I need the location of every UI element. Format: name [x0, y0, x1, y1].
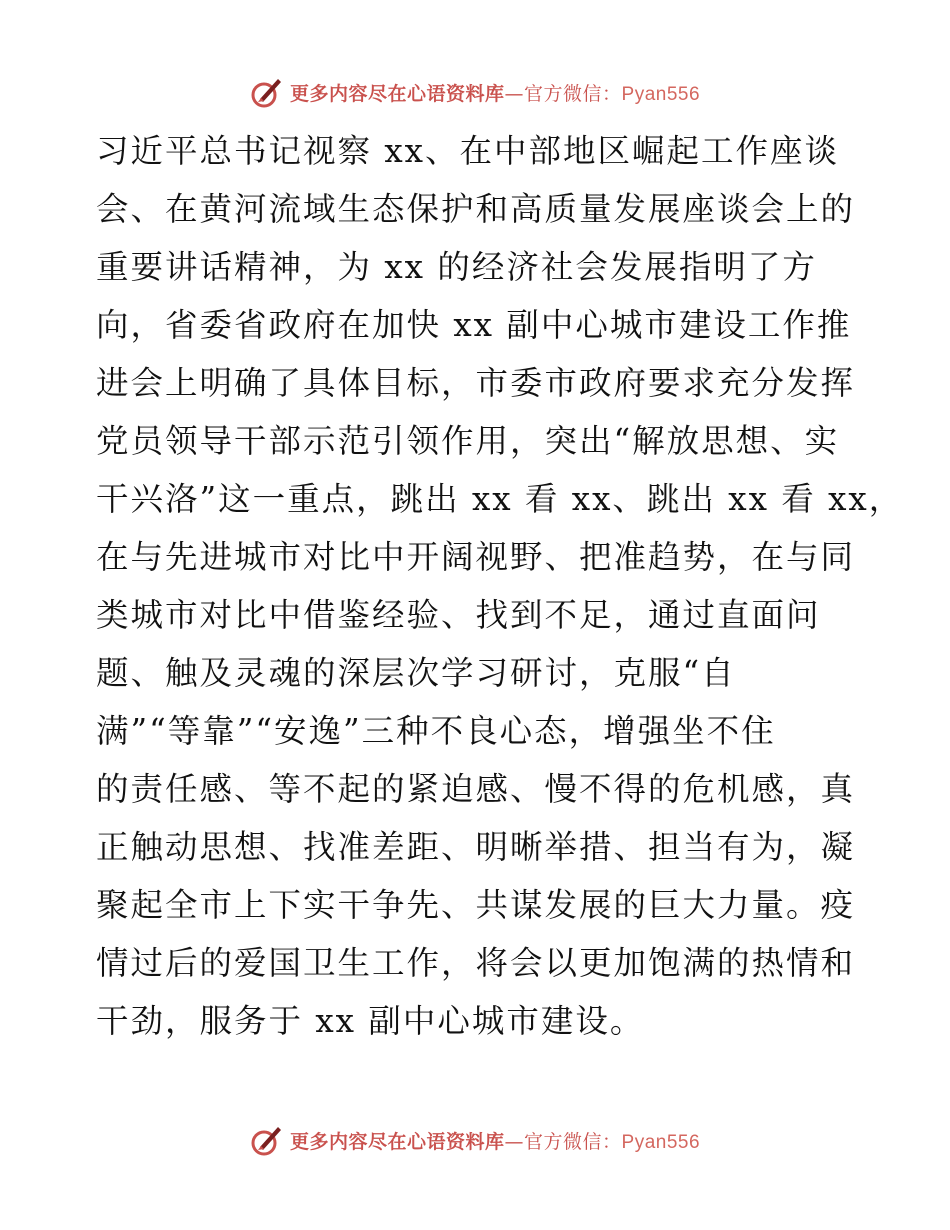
- footer-wechat-label: 官方微信: [523, 1130, 602, 1153]
- body-line: 会、在黄河流域生态保护和高质量发展座谈会上的: [96, 190, 856, 228]
- body-line: 在与先进城市对比中开阔视野、把准趋势，在与同: [96, 538, 856, 576]
- body-line: 干兴洛”这一重点，跳出 xx 看 xx、跳出 xx 看 xx，: [96, 480, 904, 518]
- body-line: 重要讲话精神，为 xx 的经济社会发展指明了方: [96, 248, 817, 286]
- body-line: 干劲，服务于 xx 副中心城市建设。: [96, 1002, 645, 1040]
- body-line: 习近平总书记视察 xx、在中部地区崛起工作座谈: [96, 132, 839, 170]
- quill-pen-logo-icon: [250, 1123, 284, 1157]
- quill-pen-logo-icon: [250, 75, 284, 109]
- header-wechat-label: 官方微信: [523, 82, 602, 105]
- body-line: 正触动思想、找准差距、明晰举措、担当有为，凝: [96, 828, 856, 866]
- header-banner-text: [290, 79, 700, 106]
- footer-colon: ：: [602, 1130, 622, 1153]
- body-line: 党员领导干部示范引领作用，突出“解放思想、实: [96, 422, 840, 460]
- document-body: [96, 122, 904, 1050]
- body-line: 的责任感、等不起的紧迫感、慢不得的危机感，真: [96, 770, 856, 808]
- footer-dash: —: [504, 1130, 524, 1153]
- footer-banner-text: [290, 1127, 700, 1154]
- body-line: 题、触及灵魂的深层次学习研讨，克服“自: [96, 654, 736, 692]
- footer-site-name: 更多内容尽在心语资料库: [289, 1130, 505, 1153]
- header-wechat-handle: Pyan556: [621, 83, 701, 105]
- footer-banner: [0, 1120, 950, 1160]
- header-banner: [0, 72, 950, 112]
- footer-wechat-handle: Pyan556: [621, 1131, 701, 1153]
- header-colon: ：: [602, 82, 622, 105]
- header-dash: —: [504, 82, 524, 105]
- header-site-name: 更多内容尽在心语资料库: [289, 82, 505, 105]
- body-line: 向，省委省政府在加快 xx 副中心城市建设工作推: [96, 306, 852, 344]
- body-line: 满”“等靠”“安逸”三种不良心态，增强坐不住: [96, 712, 776, 750]
- body-line: 进会上明确了具体目标，市委市政府要求充分发挥: [96, 364, 856, 402]
- body-line: 聚起全市上下实干争先、共谋发展的巨大力量。疫: [96, 886, 856, 924]
- body-line: 情过后的爱国卫生工作，将会以更加饱满的热情和: [96, 944, 856, 982]
- body-line: 类城市对比中借鉴经验、找到不足，通过直面问: [96, 596, 821, 634]
